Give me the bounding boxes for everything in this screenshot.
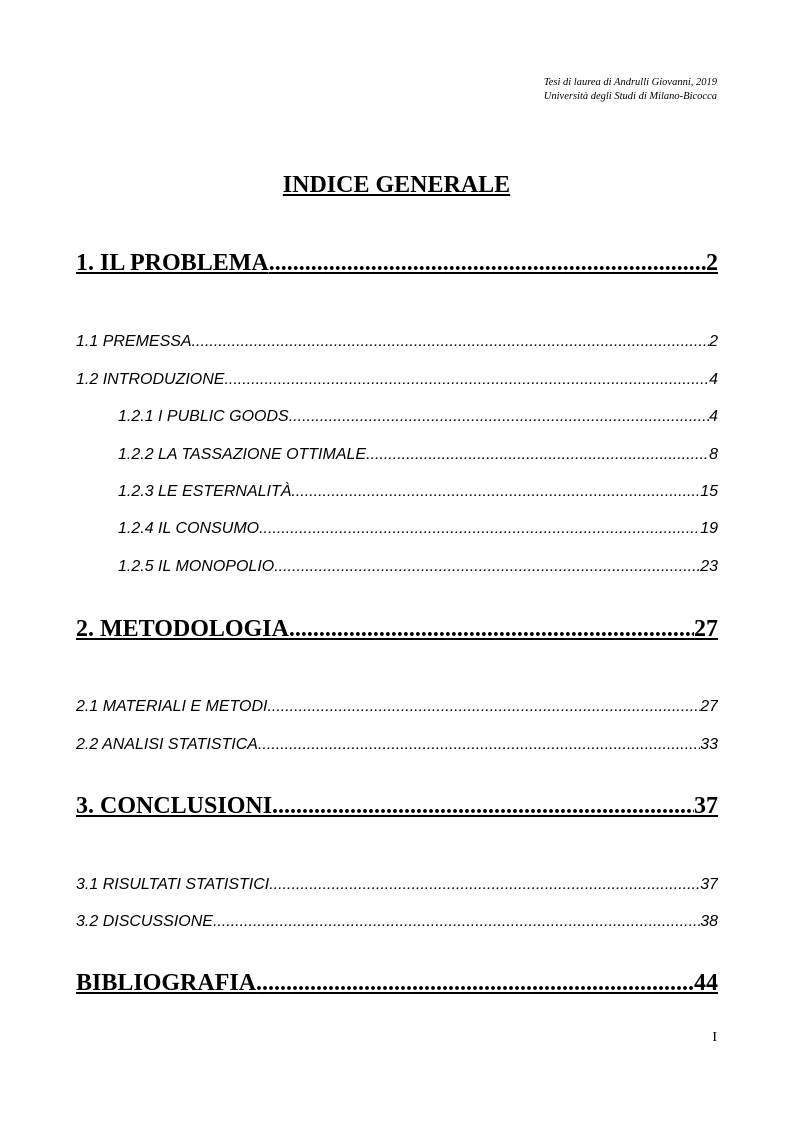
toc-entry-page: 27 — [700, 698, 718, 715]
dot-leader — [289, 614, 694, 644]
toc-entry-label: 3.2 DISCUSSIONE — [76, 913, 213, 930]
toc-entry-section-1-2-2[interactable] — [118, 445, 718, 465]
toc-entry-page: 37 — [700, 876, 718, 893]
dot-leader — [192, 332, 709, 352]
toc-entry-label: 3.1 RISULTATI STATISTICI — [76, 876, 270, 893]
toc-entry-page: 23 — [700, 558, 718, 575]
toc-entry-page: 33 — [700, 736, 718, 753]
toc-entry-label: 1.2.1 I PUBLIC GOODS — [118, 408, 289, 425]
toc-entry-page: 4 — [709, 371, 718, 388]
dot-leader — [269, 875, 700, 895]
dot-leader — [213, 912, 700, 932]
toc-entry-section-1-2[interactable] — [76, 370, 718, 390]
header-author-line: Tesi di laurea di Andrulli Giovanni, 2019 — [543, 77, 717, 88]
dot-leader — [272, 791, 694, 821]
toc-entry-label: 1.2 INTRODUZIONE — [76, 371, 225, 388]
toc-entry-label: 2.2 ANALISI STATISTICA — [76, 736, 258, 753]
toc-entry-label: 2.1 MATERIALI E METODI — [76, 698, 268, 715]
header-university-line: Università degli Studi di Milano-Bicocca — [543, 91, 717, 102]
toc-entry-page: 38 — [700, 913, 718, 930]
dot-leader — [224, 370, 709, 390]
toc-entry-page: 44 — [694, 970, 718, 996]
page-title: INDICE GENERALE — [282, 172, 511, 198]
toc-entry-section-3-2[interactable] — [76, 912, 718, 932]
toc-entry-section-1-2-5[interactable] — [118, 557, 718, 577]
dot-leader — [267, 697, 700, 717]
toc-entry-label: BIBLIOGRAFIA — [76, 970, 257, 996]
dot-leader — [274, 557, 700, 577]
toc-entry-page: 8 — [709, 446, 718, 463]
toc-entry-page: 2 — [706, 250, 718, 276]
toc-entry-bibliography[interactable] — [76, 968, 718, 998]
dot-leader — [259, 519, 700, 539]
toc-entry-label: 1. IL PROBLEMA — [76, 250, 269, 276]
toc-entry-chapter-3[interactable] — [76, 791, 718, 821]
dot-leader — [289, 407, 709, 427]
toc-entry-section-1-2-4[interactable] — [118, 519, 718, 539]
toc-entry-section-1-2-1[interactable] — [118, 407, 718, 427]
toc-entry-label: 1.1 PREMESSA — [76, 333, 192, 350]
toc-entry-label: 2. METODOLOGIA — [76, 616, 289, 642]
dot-leader — [258, 735, 700, 755]
toc-entry-label: 1.2.3 LE ESTERNALITÀ — [118, 483, 292, 500]
toc-entry-page: 15 — [700, 483, 718, 500]
toc-entry-chapter-2[interactable] — [76, 614, 718, 644]
toc-entry-section-2-2[interactable] — [76, 735, 718, 755]
toc-entry-section-1-2-3[interactable] — [118, 482, 718, 502]
toc-entry-page: 37 — [694, 793, 718, 819]
dot-leader — [366, 445, 709, 465]
toc-entry-section-3-1[interactable] — [76, 875, 718, 895]
toc-entry-page: 27 — [694, 616, 718, 642]
dot-leader — [269, 248, 706, 278]
page-number: I — [712, 1030, 717, 1045]
dot-leader — [256, 968, 694, 998]
toc-entry-label: 1.2.4 IL CONSUMO — [118, 520, 260, 537]
table-of-contents — [76, 0, 718, 1123]
toc-entry-section-2-1[interactable] — [76, 697, 718, 717]
toc-entry-page: 2 — [709, 333, 718, 350]
dot-leader — [291, 482, 700, 502]
toc-entry-chapter-1[interactable] — [76, 248, 718, 278]
toc-entry-page: 19 — [700, 520, 718, 537]
toc-entry-section-1-1[interactable] — [76, 332, 718, 352]
toc-entry-page: 4 — [709, 408, 718, 425]
toc-entry-label: 1.2.5 IL MONOPOLIO — [118, 558, 275, 575]
toc-entry-label: 3. CONCLUSIONI — [76, 793, 273, 819]
toc-entry-label: 1.2.2 LA TASSAZIONE OTTIMALE — [118, 446, 367, 463]
